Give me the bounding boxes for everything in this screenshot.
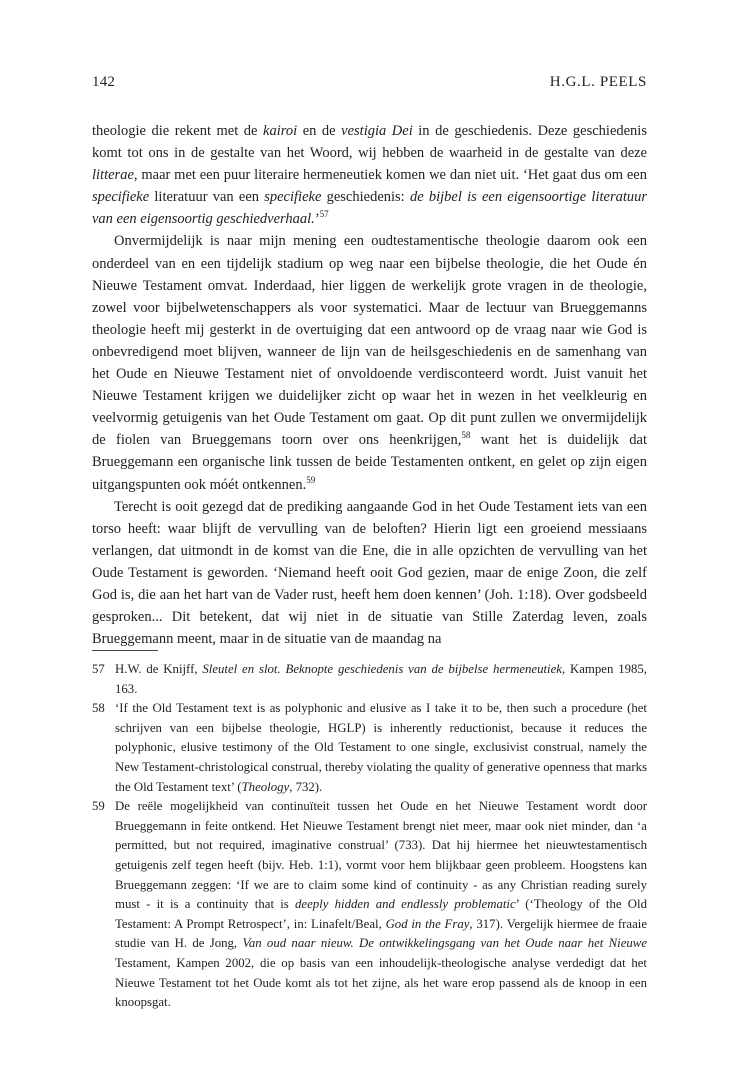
- footnote-number: 58: [92, 701, 105, 716]
- italic-title: God in the Fray: [385, 916, 470, 931]
- text-run: De reële mogelijkheid van continuïteit tussen het Oude en het Nieuwe Testament wordt door Brueggemann in feite ontkend. Het Nieuwe Testament brengt niet meer, maar ook niet minder, dan ‘a permitted, but not required, imaginative construal’ (733). Dat hij hiermee het nieuwtestamentisch getuigenis zelf tegen heeft (bijv. Heb. 1:1), vormt voor hem blijkbaar geen probleem. Hoogstens kan Brueggemann zeggen: ‘If we are to claim some kind of continuity - as any Christian reading surely must - it is a continuity that is: [115, 799, 647, 912]
- text-run: theologie die rekent met de: [92, 123, 264, 139]
- text-run: , 317). Vergelijk hiermee de fraaie studie van H. de Jong,: [115, 916, 648, 951]
- paragraph-3: [92, 496, 647, 651]
- italic-term: litterae: [92, 167, 134, 184]
- italic-title: Sleutel en slot. Beknopte geschiedenis van de bijbelse hermeneutiek: [202, 662, 562, 676]
- main-text: [92, 120, 647, 650]
- italic-term: kairoi: [263, 123, 298, 139]
- text-run: ’ (‘Theology of the Old Testament: A Prompt Retrospect’, in: Linafelt/Beal,: [115, 897, 647, 931]
- italic-term: specifieke: [92, 189, 150, 206]
- footnote-ref-58[interactable]: 58: [461, 430, 471, 441]
- italic-title: Van oud naar nieuw. De ontwikkelingsgang van het Oude naar het Nieuwe: [242, 936, 648, 951]
- text-run: ‘If the Old Testament text is as polyphonic and elusive as I take it to be, then such a procedure (het schrijven van een bijbelse theologie, HGLP) is inherently reductionist, because it reduces the polyphonic, elusive testimony of the Old Testament to one single, exclusivist construal, namely the New Testament-christological construal, thereby violating the quality of generative openness that marks the Old Testament text’ (: [115, 701, 647, 794]
- text-run: , maar met een puur literaire hermeneutiek komen we dan niet uit. ‘Het gaat dus om een: [133, 167, 647, 184]
- italic-title: Theology: [241, 779, 290, 794]
- italic-quote: deeply hidden and endlessly problematic: [295, 897, 516, 912]
- footnotes: [92, 660, 647, 1013]
- footnote-separator: [92, 650, 158, 651]
- text-run: Testament, Kampen 2002, die op basis van een inhoudelijk-theologische analyse verdedigt dat het Nieuwe Testament tot het Oude komt als tot het zijne, als het ware erop passend als de knoop in een knoopsgat.: [115, 955, 647, 1010]
- text-run: en de: [297, 123, 342, 139]
- paragraph-2: [92, 230, 647, 495]
- paragraph-1: [92, 120, 647, 230]
- text-run: Terecht is ooit gezegd dat de prediking aangaande God in het Oude Testament iets van een torso heeft: waar blijft de vervulling van de beloften? Hierin ligt een groeiend messiaans verlangen, dat uitmondt in de komst van die Ene, die in alle opzichten de vervulling van het Oude Testament is geworden. ‘Niemand heeft ooit God gezien, maar de enige Zoon, die zelf God is, die aan het hart van de Vader rust, heeft hem doen kennen’ (Joh. 1:18). Over godsbeeld gesproken... Dit betekent, dat wij niet in de situatie van Stille Zaterdag leven, zoals Brueggemann meent, maar in de situatie van de maandag na: [92, 498, 647, 648]
- footnote-number: 57: [92, 662, 105, 676]
- footnote-59: [92, 797, 647, 1013]
- text-run: , 732).: [289, 779, 323, 794]
- page-number: 142: [92, 74, 116, 90]
- text-run: H.W. de Knijff,: [115, 662, 203, 676]
- text-run: , Kampen 1985, 163.: [115, 662, 647, 696]
- text-run: want het is duidelijk dat Brueggemann een organische link tussen de beide Testamenten ontkent, en gelet op zijn eigen uitgangspunten ook móét ontkennen.: [92, 432, 647, 493]
- text-run: geschiedenis:: [321, 189, 410, 206]
- footnote-ref-57[interactable]: 57: [319, 209, 329, 220]
- text-run: in de geschiedenis. Deze geschiedenis komt tot ons in de gestalte van het Woord, wij hebben de waarheid in de gestalte van deze: [92, 123, 647, 162]
- running-header: [92, 74, 647, 98]
- text-run: ’: [314, 211, 320, 228]
- italic-term: vestigia Dei: [341, 123, 413, 139]
- italic-quote: de bijbel is een eigensoortige literatuur van een eigensoortig geschiedverhaal.: [92, 189, 648, 228]
- footnote-number: 59: [92, 799, 105, 814]
- footnote-57: [92, 660, 647, 699]
- text-run: literatuur van een: [149, 189, 265, 206]
- running-head-author: H.G.L. PEELS: [549, 74, 647, 90]
- text-run: Onvermijdelijk is naar mijn mening een oudtestamentische theologie daarom ook een onderdeel van en een tijdelijk stadium op weg naar een bijbelse theologie, die het Oude én Nieuwe Testament omvat. Inderdaad, hier liggen de werkelijk grote vragen in de theologie, zowel voor bijbelwetenschappers als voor systematici. Maar de lectuur van Brueggemanns theologie heeft mij gesterkt in de overtuiging dat een antwoord op de vraag naar wie God is onbevredigend moet blijven, wanneer de lijn van de heilsgeschiedenis en de samenhang van het Oude en Nieuwe Testament niet of onvoldoende verdisconteerd wordt. Juist vanuit het Nieuwe Testament krijgen we duidelijker zicht op waar het in wezen in het veelkleurig en veelvormig getuigenis van het Oude Testament om gaat. Op dit punt zullen we onvermijdelijk de fiolen van Brueggemans toorn over ons heenkrijgen,: [92, 233, 647, 449]
- italic-term: specifieke: [264, 189, 322, 206]
- footnote-ref-59[interactable]: 59: [306, 474, 316, 485]
- footnote-58: [92, 699, 647, 797]
